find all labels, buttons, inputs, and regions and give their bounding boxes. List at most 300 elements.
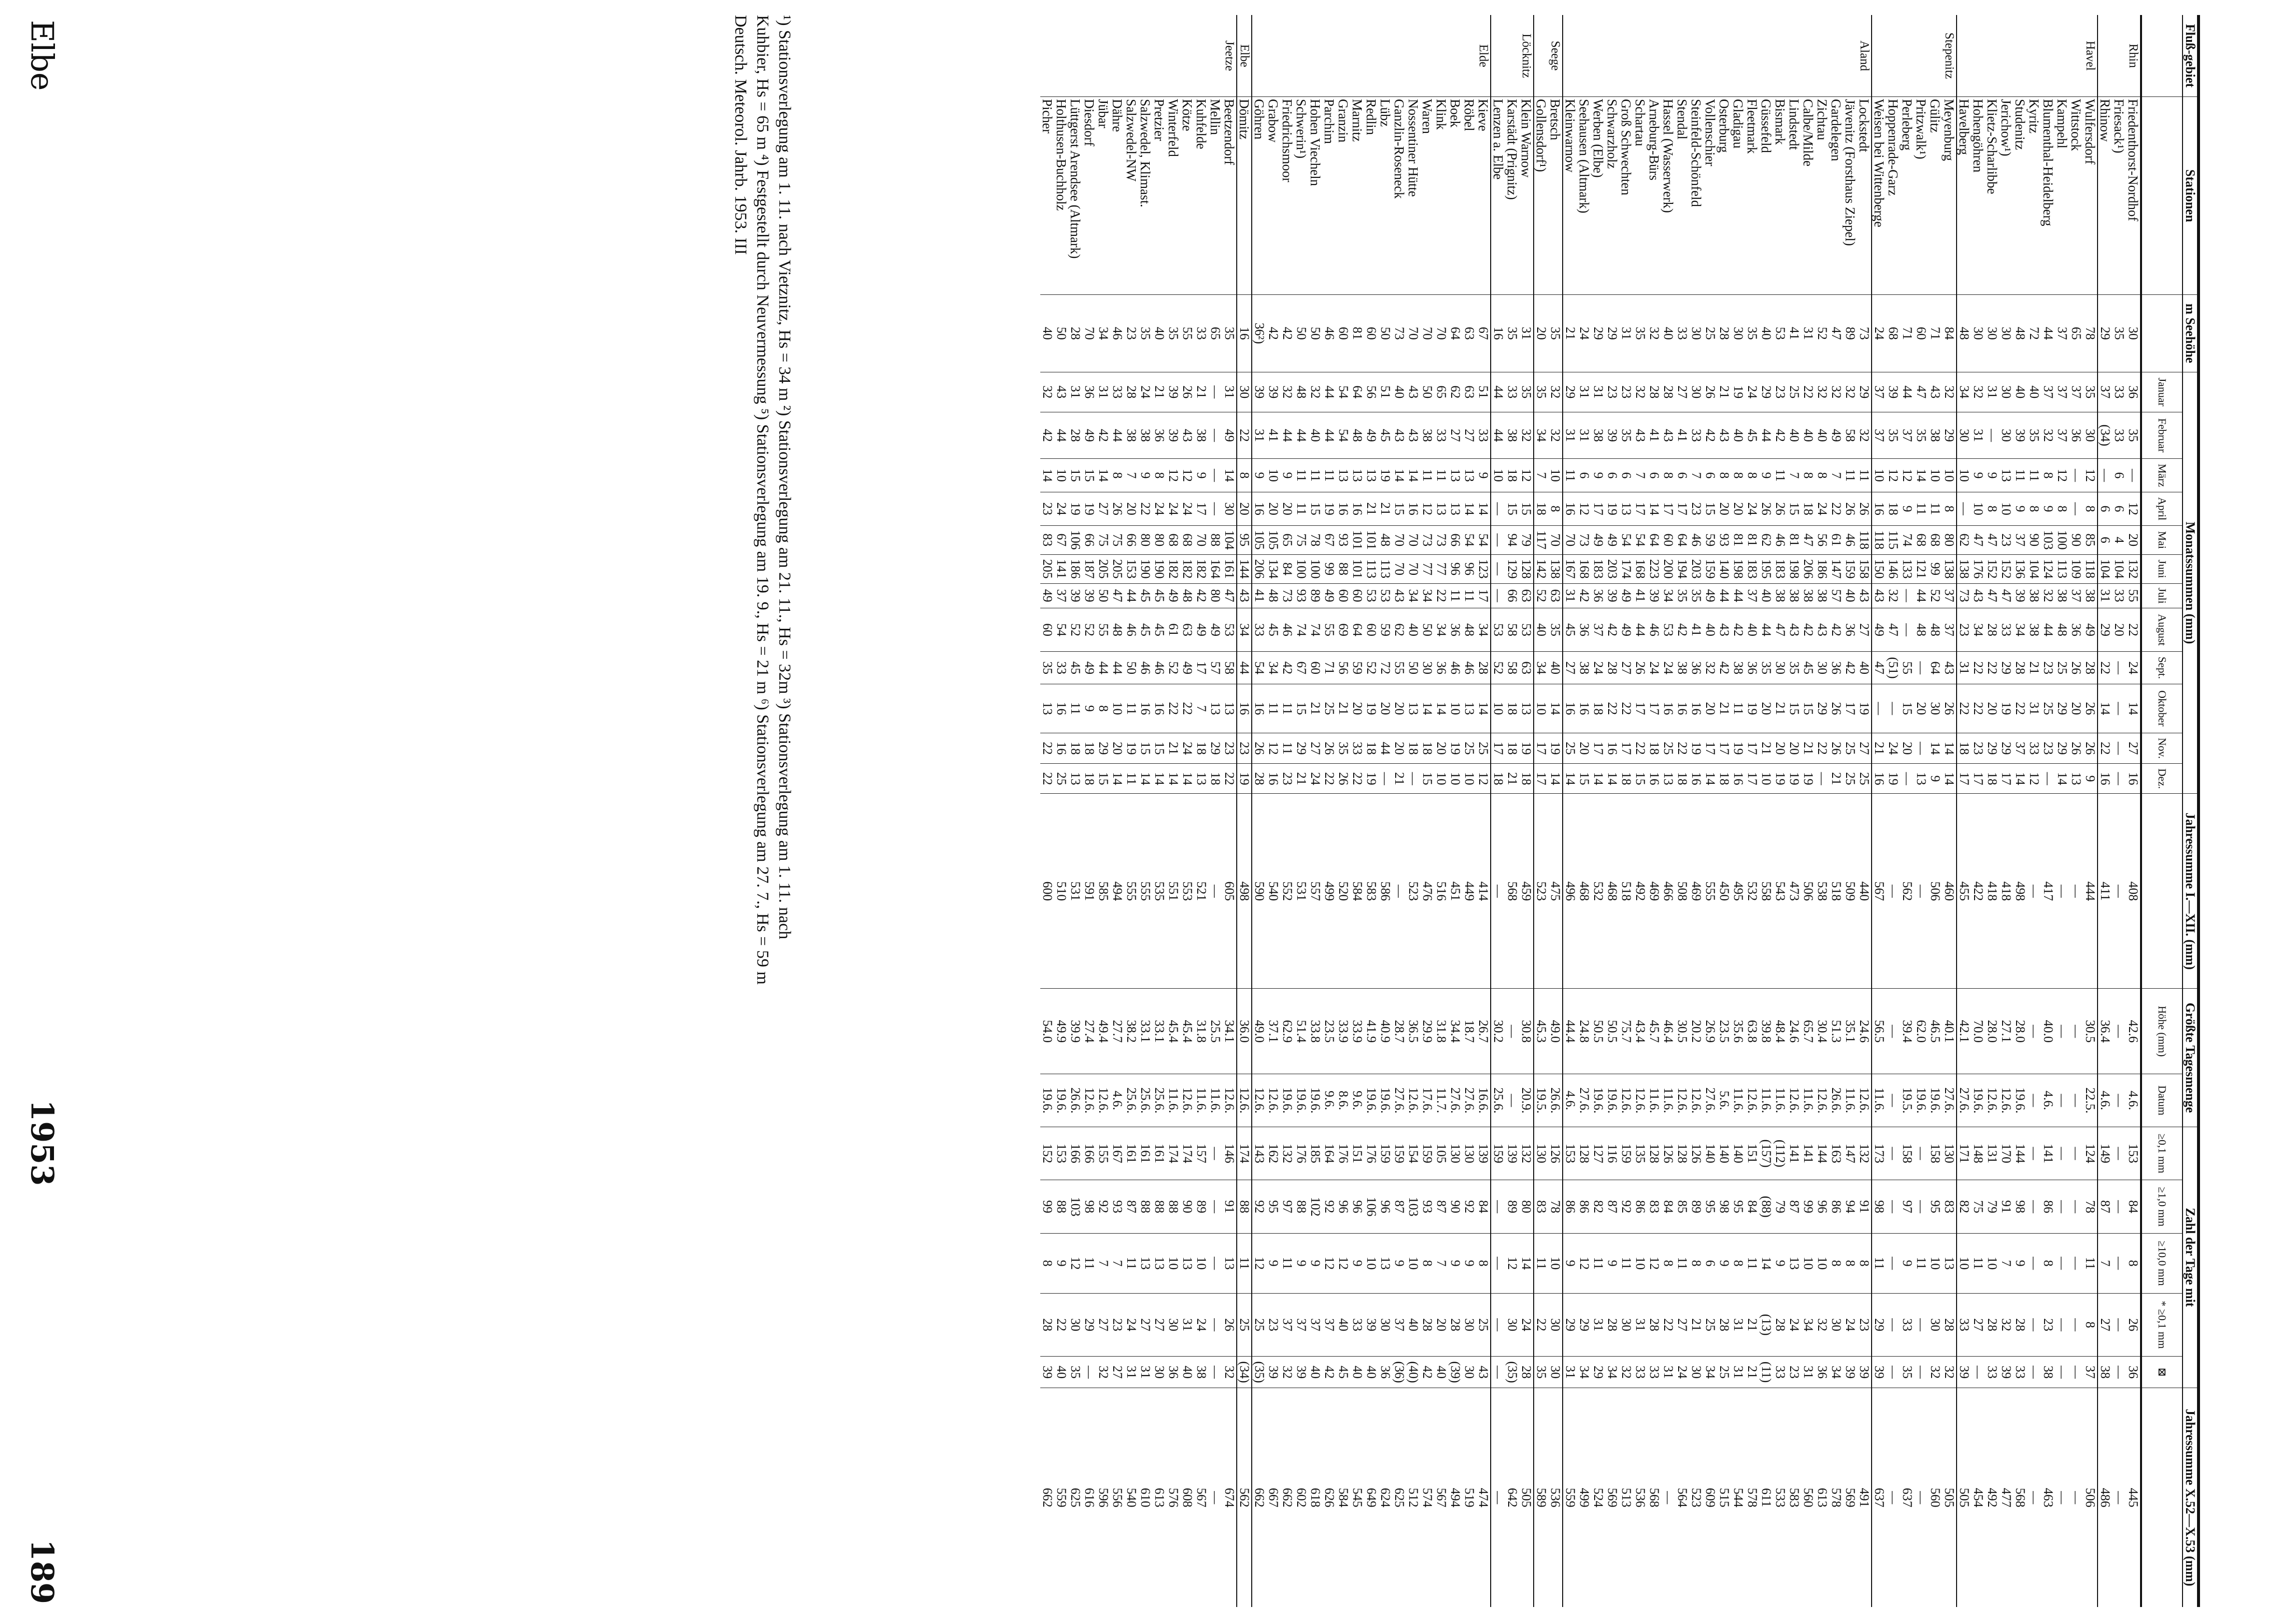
value-cell: 54 — [1054, 608, 1068, 652]
value-cell: 33 — [2112, 412, 2126, 458]
value-cell: 6 — [1703, 459, 1717, 492]
value-cell: — — [2055, 1074, 2069, 1127]
value-cell: 12 — [1647, 1233, 1661, 1293]
value-cell: 8 — [2083, 492, 2098, 525]
value-cell: 17 — [1534, 733, 1548, 763]
value-cell: — — [2069, 794, 2083, 989]
value-cell: 14 — [1110, 764, 1124, 794]
value-cell: 32 — [1829, 372, 1843, 412]
value-cell: 26.9 — [1703, 989, 1717, 1074]
value-cell: 17 — [1591, 733, 1605, 763]
value-cell: 83 — [1647, 1180, 1661, 1234]
value-cell: (11) — [1759, 1357, 1773, 1388]
value-cell: 18 — [1619, 764, 1633, 794]
value-cell: 54 — [1336, 412, 1350, 458]
value-cell: (36) — [1392, 1357, 1406, 1388]
value-cell: 88 — [1054, 1180, 1068, 1234]
value-cell: 19 — [1773, 764, 1787, 794]
value-cell: 14 — [2013, 764, 2027, 794]
value-cell: — — [1886, 1074, 1900, 1127]
value-cell: 11.6. — [1194, 1074, 1208, 1127]
value-cell: 164 — [1322, 1127, 1336, 1180]
value-cell: 11 — [1534, 1233, 1548, 1293]
value-cell: 30 — [1957, 412, 1971, 458]
value-cell: 36 — [1448, 608, 1462, 652]
value-cell: 78 — [2083, 1180, 2098, 1234]
value-cell: 128 — [1647, 1127, 1661, 1180]
value-cell: 463 — [2041, 1388, 2055, 1607]
station-name: Jävenitz (Forsthaus Ziepel) — [1843, 97, 1857, 295]
value-cell: 19.6. — [1308, 1074, 1322, 1127]
table-row — [1322, 15, 1336, 1607]
value-cell: — — [1886, 1357, 1900, 1388]
value-cell: 13 — [1462, 684, 1476, 733]
value-cell: — — [2069, 1293, 2083, 1356]
value-cell: 25 — [1843, 733, 1857, 763]
value-cell: 10 — [1971, 492, 1985, 525]
value-cell: 31 — [1563, 1357, 1577, 1388]
value-cell: 22 — [2098, 733, 2112, 763]
value-cell: 40 — [1054, 1357, 1068, 1388]
value-cell: 95 — [1237, 525, 1252, 554]
value-cell: 88 — [1237, 1180, 1252, 1234]
value-cell: 29 — [2055, 733, 2069, 763]
flussgebiet-cell — [1745, 15, 1759, 97]
value-cell: 37 — [2041, 372, 2055, 412]
value-cell: 12 — [2126, 492, 2141, 525]
value-cell: — — [2098, 459, 2112, 492]
value-cell: 28 — [1773, 1293, 1787, 1356]
table-row — [1985, 15, 1999, 1607]
value-cell: 33.9 — [1350, 989, 1364, 1074]
value-cell: — — [1914, 1293, 1928, 1356]
value-cell: 88 — [1138, 1180, 1152, 1234]
value-cell: 71 — [1900, 295, 1914, 372]
value-cell: 19 — [1068, 492, 1082, 525]
value-cell: 422 — [1971, 794, 1985, 989]
value-cell: 9 — [1605, 1233, 1619, 1293]
value-cell: 54 — [1619, 525, 1633, 554]
value-cell: 45.4 — [1166, 989, 1180, 1074]
value-cell: 12 — [1180, 459, 1194, 492]
value-cell: 35 — [2126, 412, 2141, 458]
value-cell: 87 — [1787, 1180, 1801, 1234]
station-name: Kleinwarnow — [1563, 97, 1577, 295]
value-cell: 93 — [1336, 525, 1350, 554]
value-cell: 30 — [1999, 372, 2013, 412]
value-cell: 20.2 — [1689, 989, 1703, 1074]
value-cell: 14 — [1703, 764, 1717, 794]
value-cell: — — [2112, 733, 2126, 763]
value-cell: 18 — [1194, 733, 1208, 763]
value-cell: — — [2112, 1357, 2126, 1388]
value-cell: 11 — [2013, 459, 2027, 492]
value-cell: 11 — [1420, 459, 1434, 492]
value-cell: 34 — [1829, 1357, 1843, 1388]
value-cell: 18 — [1505, 459, 1519, 492]
value-cell: 46 — [1322, 295, 1336, 372]
value-cell: 54.0 — [1040, 989, 1054, 1074]
value-cell: 44 — [1731, 583, 1745, 608]
value-cell: 49.4 — [1096, 989, 1110, 1074]
value-cell: 36 — [1745, 652, 1759, 684]
value-cell: 32 — [1942, 1357, 1957, 1388]
value-cell: 11 — [1773, 459, 1787, 492]
table-row — [1703, 15, 1717, 1607]
value-cell: 45 — [1266, 608, 1280, 652]
value-cell: 4.6. — [1563, 1074, 1577, 1127]
value-cell: 27 — [1138, 1293, 1152, 1356]
value-cell: 12 — [1252, 1233, 1266, 1293]
value-cell: 183 — [1591, 554, 1605, 583]
table-row — [1647, 15, 1661, 1607]
value-cell: 32 — [1280, 1357, 1294, 1388]
table-row — [1745, 15, 1759, 1607]
value-cell: 31 — [1180, 1293, 1194, 1356]
station-name: Klink — [1434, 97, 1448, 295]
value-cell: 47 — [1773, 608, 1787, 652]
station-name: Blumenthal-Heidelberg — [2041, 97, 2055, 295]
value-cell: 39 — [1294, 1357, 1308, 1388]
value-cell: 89 — [1308, 583, 1322, 608]
value-cell: 42 — [1731, 608, 1745, 652]
value-cell: 159 — [1619, 1127, 1633, 1180]
value-cell: 183 — [1745, 554, 1759, 583]
value-cell: 44 — [2041, 295, 2055, 372]
value-cell: 11 — [1294, 492, 1308, 525]
value-cell: 20 — [1434, 1293, 1448, 1356]
value-cell: 38 — [1194, 1357, 1208, 1388]
value-cell: — — [1208, 372, 1222, 412]
value-cell: 39 — [1605, 583, 1619, 608]
value-cell: 60 — [1040, 608, 1054, 652]
value-cell: 36 — [2126, 372, 2141, 412]
value-cell: 8 — [1096, 684, 1110, 733]
value-cell: 89 — [1194, 1180, 1208, 1234]
value-cell: 28 — [1068, 412, 1082, 458]
flussgebiet-cell — [1434, 15, 1448, 97]
value-cell: 18 — [1886, 492, 1900, 525]
value-cell: 21 — [1294, 764, 1308, 794]
value-cell: — — [1886, 1127, 1900, 1180]
table-row — [2055, 15, 2069, 1607]
value-cell: — — [2112, 1127, 2126, 1180]
value-cell: 9 — [1308, 1233, 1322, 1293]
value-cell: 205 — [1096, 554, 1110, 583]
value-cell: 33 — [1350, 733, 1364, 763]
value-cell: 60 — [1364, 608, 1378, 652]
col-n100: ≥10,0 mm — [2141, 1233, 2183, 1293]
value-cell: 20 — [1717, 492, 1731, 525]
value-cell: 11 — [1280, 684, 1294, 733]
value-cell: 569 — [1605, 1388, 1619, 1607]
value-cell: 510 — [1054, 794, 1068, 989]
value-cell: 98 — [1082, 1180, 1096, 1234]
value-cell: 11 — [1068, 684, 1082, 733]
value-cell: 30 — [1548, 1293, 1563, 1356]
station-name: Vollenschier — [1703, 97, 1717, 295]
value-cell: 13 — [1661, 764, 1675, 794]
value-cell: 12 — [1476, 764, 1491, 794]
value-cell: 28 — [2013, 652, 2027, 684]
value-cell: 88 — [1208, 525, 1222, 554]
value-cell: 41 — [1787, 295, 1801, 372]
flussgebiet-cell — [1491, 15, 1505, 97]
station-name: Schwarzholz — [1605, 97, 1619, 295]
value-cell: 8 — [1801, 459, 1815, 492]
value-cell: 19.6. — [1280, 1074, 1294, 1127]
value-cell: 19 — [1124, 733, 1138, 763]
value-cell: 22 — [1350, 764, 1364, 794]
value-cell: 70 — [1406, 525, 1420, 554]
value-cell: 92 — [1619, 1180, 1633, 1234]
value-cell: 103 — [1068, 1180, 1082, 1234]
value-cell: 14 — [1914, 459, 1928, 492]
col-n10: ≥1,0 mm — [2141, 1180, 2183, 1234]
value-cell: 36 — [1152, 412, 1166, 458]
value-cell: 55 — [1096, 608, 1110, 652]
value-cell: — — [1971, 1357, 1985, 1388]
value-cell: 9 — [2041, 492, 2055, 525]
value-cell: 23 — [1773, 372, 1787, 412]
value-cell: 140 — [1717, 554, 1731, 583]
col-datum: Datum — [2141, 1074, 2183, 1127]
value-cell: 22 — [1166, 684, 1180, 733]
value-cell: 30 — [1999, 412, 2013, 458]
value-cell: 11 — [2083, 1233, 2098, 1293]
value-cell: 27 — [1563, 652, 1577, 684]
value-cell: 41 — [1647, 412, 1661, 458]
value-cell: 11.6. — [1801, 1074, 1815, 1127]
value-cell: 20 — [1914, 684, 1928, 733]
flussgebiet-cell — [1166, 15, 1180, 97]
value-cell: 18 — [1406, 733, 1420, 763]
table-row — [1420, 15, 1434, 1607]
flussgebiet-cell — [1928, 15, 1942, 97]
value-cell: 40 — [1534, 608, 1548, 652]
value-cell: 27.4 — [1082, 989, 1096, 1074]
value-cell: 182 — [1166, 554, 1180, 583]
value-cell: 30 — [1505, 1293, 1519, 1356]
flussgebiet-cell — [1759, 15, 1773, 97]
flussgebiet-cell — [1350, 15, 1364, 97]
value-cell: 36 — [1843, 608, 1857, 652]
value-cell: 14 — [1928, 733, 1942, 763]
value-cell: 468 — [1577, 794, 1591, 989]
col-month: Nov. — [2141, 733, 2183, 763]
value-cell: 19.6. — [1040, 1074, 1054, 1127]
value-cell: 40 — [1801, 412, 1815, 458]
value-cell: 152 — [1999, 554, 2013, 583]
value-cell: 35 — [2083, 372, 2098, 412]
value-cell: 27.6. — [1577, 1074, 1591, 1127]
value-cell: — — [2055, 989, 2069, 1074]
value-cell: 40 — [1745, 608, 1759, 652]
value-cell: 174 — [1619, 554, 1633, 583]
value-cell: 15 — [1787, 684, 1801, 733]
value-cell: 33 — [2112, 583, 2126, 608]
value-cell: 19 — [1689, 733, 1703, 763]
value-cell: 553 — [1180, 794, 1194, 989]
value-cell: 637 — [1900, 1388, 1914, 1607]
flussgebiet-cell: Stepenitz — [1942, 15, 1957, 97]
value-cell: 20 — [1731, 492, 1745, 525]
value-cell: 24 — [1124, 1293, 1138, 1356]
value-cell: 47 — [1222, 583, 1237, 608]
value-cell: 70.0 — [1971, 989, 1985, 1074]
value-cell: — — [2069, 459, 2083, 492]
value-cell: 44 — [1914, 583, 1928, 608]
value-cell: 12.6. — [1096, 1074, 1110, 1127]
value-cell: 54 — [1336, 372, 1350, 412]
value-cell: 46 — [1462, 652, 1476, 684]
value-cell: 48 — [1928, 608, 1942, 652]
value-cell: 31 — [2098, 583, 2112, 608]
station-name: Karstädt (Prignitz) — [1505, 97, 1519, 295]
value-cell: 41 — [1675, 412, 1689, 458]
value-cell: 39 — [1266, 1357, 1280, 1388]
value-cell: 496 — [1563, 794, 1577, 989]
value-cell: 476 — [1420, 794, 1434, 989]
value-cell: 30 — [1378, 1293, 1392, 1356]
value-cell: 70 — [1548, 525, 1563, 554]
station-name: Dömitz — [1237, 97, 1252, 295]
value-cell: 584 — [1336, 1388, 1350, 1607]
value-cell: 19 — [1322, 492, 1336, 525]
value-cell: 40 — [1787, 412, 1801, 458]
value-cell: 19.6. — [1378, 1074, 1392, 1127]
value-cell: 40 — [1815, 412, 1829, 458]
value-cell: 12.6. — [1237, 1074, 1252, 1127]
value-cell: 30 — [1222, 492, 1237, 525]
flussgebiet-cell — [1985, 15, 1999, 97]
value-cell: 98 — [1872, 1180, 1886, 1234]
value-cell: 27 — [1971, 1293, 1985, 1356]
value-cell: 414 — [1476, 794, 1491, 989]
value-cell: 47 — [1914, 372, 1928, 412]
value-cell: 44 — [1378, 733, 1392, 763]
value-cell: 43 — [1406, 412, 1420, 458]
station-name: Grabow — [1266, 97, 1280, 295]
value-cell: 141 — [1054, 554, 1068, 583]
value-cell: 31 — [1577, 412, 1591, 458]
value-cell: 88 — [1294, 1180, 1308, 1234]
value-cell: 11.6. — [1166, 1074, 1180, 1127]
value-cell: — — [1886, 1388, 1900, 1607]
value-cell: 42.1 — [1957, 989, 1971, 1074]
value-cell: 40.1 — [1942, 989, 1957, 1074]
value-cell: 21 — [1872, 733, 1886, 763]
value-cell: 37 — [2013, 733, 2027, 763]
value-cell: 31 — [1563, 412, 1577, 458]
value-cell: — — [1505, 989, 1519, 1074]
value-cell: 64 — [1350, 608, 1364, 652]
flussgebiet-cell — [1577, 15, 1591, 97]
value-cell: 132 — [2126, 554, 2141, 583]
value-cell: 131 — [1985, 1127, 1999, 1180]
value-cell: 19.6. — [2013, 1074, 2027, 1127]
value-cell: 16.6. — [1476, 1074, 1491, 1127]
value-cell: 24 — [1308, 764, 1322, 794]
value-cell: 40 — [1843, 583, 1857, 608]
value-cell: 71 — [1322, 652, 1336, 684]
value-cell: 21 — [1717, 684, 1731, 733]
station-name: Lockstedt — [1857, 97, 1872, 295]
value-cell: 25.6. — [1152, 1074, 1166, 1127]
value-cell: 23 — [1605, 372, 1619, 412]
value-cell: 25 — [2041, 684, 2055, 733]
col-blank-5 — [2141, 1388, 2183, 1607]
value-cell: (51) — [1886, 652, 1900, 684]
value-cell: — — [2112, 1293, 2126, 1356]
value-cell: 49 — [1322, 583, 1336, 608]
value-cell: 40 — [1857, 652, 1872, 684]
value-cell: 14 — [1166, 764, 1180, 794]
value-cell: 36.4 — [2098, 989, 2112, 1074]
station-name: Stendal — [1675, 97, 1689, 295]
value-cell: 81 — [1350, 295, 1364, 372]
value-cell: 35 — [1689, 583, 1703, 608]
station-name: Osterburg — [1717, 97, 1731, 295]
value-cell: 44 — [1322, 412, 1336, 458]
value-cell: — — [1491, 1388, 1505, 1607]
value-cell: 28 — [1519, 1357, 1534, 1388]
value-cell: 77 — [1434, 554, 1448, 583]
value-cell: 39 — [1957, 1357, 1971, 1388]
value-cell: 33.1 — [1152, 989, 1166, 1074]
value-cell: 154 — [1406, 1127, 1420, 1180]
value-cell: 24 — [2126, 652, 2141, 684]
value-cell: 59 — [1378, 608, 1392, 652]
value-cell: 18 — [1420, 733, 1434, 763]
value-cell: 174 — [1237, 1127, 1252, 1180]
value-cell: 73 — [1392, 295, 1406, 372]
value-cell: 27.6. — [1462, 1074, 1476, 1127]
value-cell: 21 — [1745, 1293, 1759, 1356]
value-cell: 45 — [1138, 583, 1152, 608]
value-cell: 11 — [1843, 459, 1857, 492]
value-cell: 30 — [1829, 1293, 1843, 1356]
value-cell: — — [2069, 492, 2083, 525]
value-cell: 24 — [1180, 733, 1194, 763]
value-cell: 491 — [1857, 1388, 1872, 1607]
value-cell: 96 — [1350, 1180, 1364, 1234]
value-cell: 42 — [1675, 608, 1689, 652]
flussgebiet-cell — [1082, 15, 1096, 97]
flussgebiet-cell — [1336, 15, 1350, 97]
value-cell: 18 — [1505, 684, 1519, 733]
value-cell: 9 — [1448, 1233, 1462, 1293]
value-cell: 9.6. — [1350, 1074, 1364, 1127]
value-cell: 459 — [1519, 794, 1534, 989]
value-cell: 31 — [1801, 1357, 1815, 1388]
value-cell: 92 — [1252, 1180, 1266, 1234]
value-cell: 42 — [1096, 412, 1110, 458]
value-cell: 17 — [1534, 764, 1548, 794]
value-cell: 10 — [1928, 1233, 1942, 1293]
value-cell: 20 — [2126, 525, 2141, 554]
value-cell: 583 — [1787, 1388, 1801, 1607]
flussgebiet-cell — [1563, 15, 1577, 97]
value-cell: 32 — [1548, 412, 1563, 458]
value-cell: 25.6. — [1491, 1074, 1505, 1127]
value-cell: 33 — [1689, 412, 1703, 458]
value-cell: 51.3 — [1829, 989, 1843, 1074]
value-cell: 203 — [1605, 554, 1619, 583]
value-cell: 7 — [1689, 459, 1703, 492]
value-cell: 15 — [1801, 684, 1815, 733]
value-cell: 31.8 — [1434, 989, 1448, 1074]
